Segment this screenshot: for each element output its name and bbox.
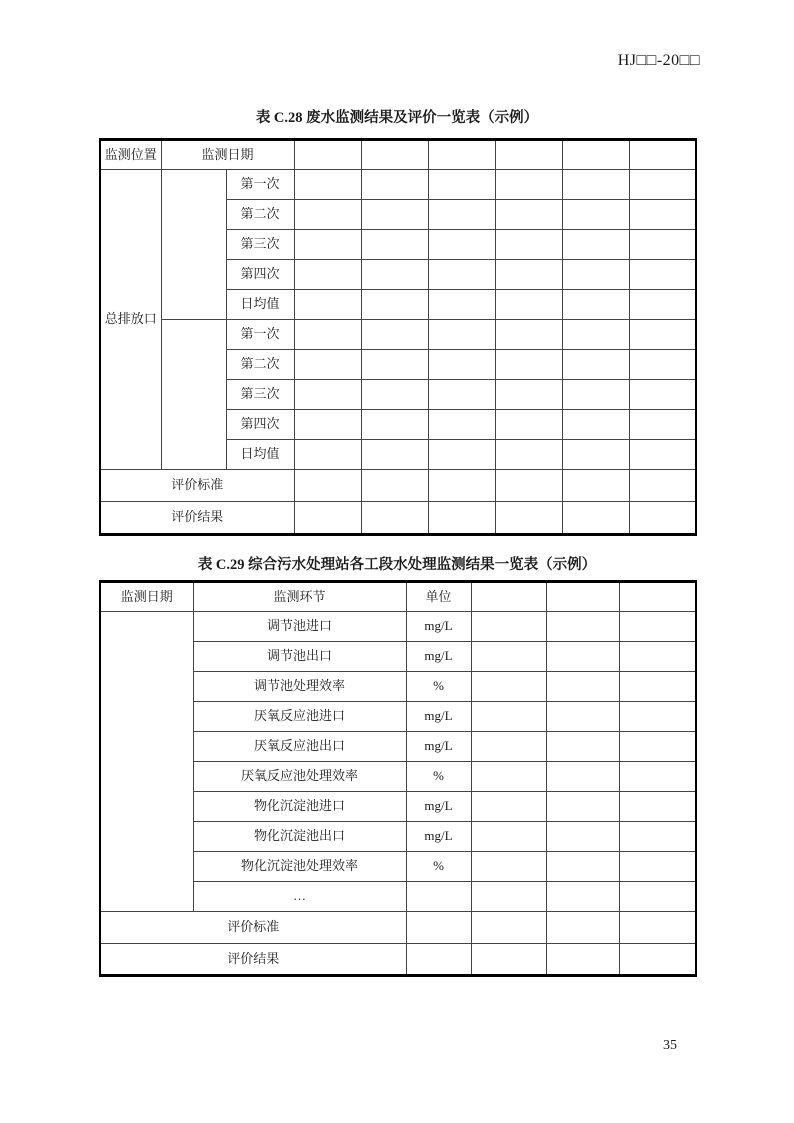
table-c29-title: 表 C.29 综合污水处理站各工段水处理监测结果一览表（示例） xyxy=(197,557,597,573)
empty-cell xyxy=(294,380,361,410)
round-cell: 第三次 xyxy=(226,380,294,410)
empty-cell xyxy=(361,140,428,170)
empty-cell xyxy=(619,792,696,822)
stage-cell: 物化沉淀池处理效率 xyxy=(193,852,406,882)
empty-cell xyxy=(546,732,619,762)
unit-cell xyxy=(406,882,471,912)
empty-cell xyxy=(471,762,546,792)
empty-cell xyxy=(471,792,546,822)
empty-cell xyxy=(619,912,696,944)
stage-cell: 物化沉淀池出口 xyxy=(193,822,406,852)
empty-cell xyxy=(629,410,696,440)
unit-cell: mg/L xyxy=(406,792,471,822)
unit-cell: mg/L xyxy=(406,642,471,672)
empty-cell xyxy=(546,612,619,642)
empty-cell xyxy=(629,200,696,230)
empty-cell xyxy=(619,582,696,612)
empty-cell xyxy=(361,410,428,440)
empty-cell xyxy=(562,170,629,200)
date-header: 监测日期 xyxy=(100,582,193,612)
empty-cell xyxy=(471,822,546,852)
empty-cell xyxy=(562,350,629,380)
empty-cell xyxy=(471,642,546,672)
empty-cell xyxy=(629,320,696,350)
empty-cell xyxy=(471,732,546,762)
empty-cell xyxy=(546,762,619,792)
empty-cell xyxy=(361,320,428,350)
empty-cell xyxy=(294,230,361,260)
empty-cell xyxy=(629,350,696,380)
round-cell: 第四次 xyxy=(226,410,294,440)
stage-cell: 厌氧反应池处理效率 xyxy=(193,762,406,792)
table-row xyxy=(100,944,696,976)
empty-cell xyxy=(495,200,562,230)
stage-cell: 调节池进口 xyxy=(193,612,406,642)
empty-cell xyxy=(471,882,546,912)
eval-result-cell: 评价结果 xyxy=(100,944,406,976)
empty-cell xyxy=(495,230,562,260)
empty-cell xyxy=(546,642,619,672)
empty-cell xyxy=(294,440,361,470)
empty-cell xyxy=(294,140,361,170)
empty-cell xyxy=(619,852,696,882)
group-cell xyxy=(161,170,226,320)
empty-cell xyxy=(294,290,361,320)
stage-cell-ellipsis: … xyxy=(193,882,406,912)
unit-header: 单位 xyxy=(406,582,471,612)
empty-cell xyxy=(428,470,495,502)
empty-cell xyxy=(428,170,495,200)
empty-cell xyxy=(619,944,696,976)
empty-cell xyxy=(619,732,696,762)
empty-cell xyxy=(562,200,629,230)
empty-cell xyxy=(471,912,546,944)
empty-cell xyxy=(294,502,361,535)
table-c28-title: 表 C.28 废水监测结果及评价一览表（示例） xyxy=(255,110,539,126)
empty-cell xyxy=(546,882,619,912)
empty-cell xyxy=(361,230,428,260)
empty-cell xyxy=(495,410,562,440)
empty-cell xyxy=(562,140,629,170)
empty-cell xyxy=(406,944,471,976)
table-row xyxy=(100,470,696,502)
empty-cell xyxy=(428,350,495,380)
eval-standard-cell: 评价标准 xyxy=(100,912,406,944)
empty-cell xyxy=(428,230,495,260)
round-cell: 日均值 xyxy=(226,290,294,320)
empty-cell xyxy=(361,380,428,410)
empty-cell xyxy=(361,260,428,290)
empty-cell xyxy=(562,320,629,350)
unit-cell: % xyxy=(406,762,471,792)
stage-cell: 厌氧反应池进口 xyxy=(193,702,406,732)
stage-cell: 物化沉淀池进口 xyxy=(193,792,406,822)
round-cell: 日均值 xyxy=(226,440,294,470)
empty-cell xyxy=(495,320,562,350)
empty-cell xyxy=(294,350,361,380)
eval-standard-cell: 评价标准 xyxy=(100,470,294,502)
table-c28-wastewater-monitoring xyxy=(99,138,697,536)
empty-cell xyxy=(562,440,629,470)
empty-cell xyxy=(361,502,428,535)
empty-cell xyxy=(619,702,696,732)
empty-cell xyxy=(629,440,696,470)
empty-cell xyxy=(294,200,361,230)
round-cell: 第一次 xyxy=(226,170,294,200)
empty-cell xyxy=(495,502,562,535)
monitoring-position-header: 监测位置 xyxy=(100,140,161,170)
empty-cell xyxy=(619,762,696,792)
empty-cell xyxy=(495,140,562,170)
empty-cell xyxy=(495,440,562,470)
empty-cell xyxy=(495,290,562,320)
empty-cell xyxy=(495,470,562,502)
round-cell: 第一次 xyxy=(226,320,294,350)
empty-cell xyxy=(546,702,619,732)
empty-cell xyxy=(428,260,495,290)
empty-cell xyxy=(361,440,428,470)
empty-cell xyxy=(495,380,562,410)
page-number: 35 xyxy=(663,1038,677,1053)
empty-cell xyxy=(361,350,428,380)
unit-cell: mg/L xyxy=(406,822,471,852)
empty-cell xyxy=(629,290,696,320)
empty-cell xyxy=(562,230,629,260)
empty-cell xyxy=(361,200,428,230)
empty-cell xyxy=(562,290,629,320)
empty-cell xyxy=(562,502,629,535)
empty-cell xyxy=(619,642,696,672)
empty-cell xyxy=(562,380,629,410)
empty-cell xyxy=(629,470,696,502)
round-cell: 第四次 xyxy=(226,260,294,290)
unit-cell: mg/L xyxy=(406,612,471,642)
round-cell: 第二次 xyxy=(226,350,294,380)
empty-cell xyxy=(562,470,629,502)
date-group-cell xyxy=(100,612,193,912)
empty-cell xyxy=(619,672,696,702)
empty-cell xyxy=(546,792,619,822)
unit-cell: mg/L xyxy=(406,702,471,732)
empty-cell xyxy=(546,822,619,852)
empty-cell xyxy=(428,200,495,230)
empty-cell xyxy=(294,470,361,502)
empty-cell xyxy=(629,170,696,200)
empty-cell xyxy=(294,170,361,200)
table-row xyxy=(100,612,696,642)
empty-cell xyxy=(546,582,619,612)
table-row xyxy=(100,170,696,200)
table-row xyxy=(100,320,696,350)
empty-cell xyxy=(619,882,696,912)
empty-cell xyxy=(629,380,696,410)
empty-cell xyxy=(428,380,495,410)
empty-cell xyxy=(629,260,696,290)
empty-cell xyxy=(562,410,629,440)
empty-cell xyxy=(619,822,696,852)
empty-cell xyxy=(495,260,562,290)
empty-cell xyxy=(546,912,619,944)
empty-cell xyxy=(361,290,428,320)
empty-cell xyxy=(495,350,562,380)
empty-cell xyxy=(546,672,619,702)
stage-cell: 调节池处理效率 xyxy=(193,672,406,702)
empty-cell xyxy=(406,912,471,944)
empty-cell xyxy=(546,944,619,976)
empty-cell xyxy=(294,320,361,350)
table-row xyxy=(100,140,696,170)
empty-cell xyxy=(428,502,495,535)
round-cell: 第二次 xyxy=(226,200,294,230)
round-cell: 第三次 xyxy=(226,230,294,260)
standard-number-header: HJ□□-20□□ xyxy=(617,52,700,69)
empty-cell xyxy=(361,470,428,502)
empty-cell xyxy=(471,612,546,642)
unit-cell: % xyxy=(406,852,471,882)
empty-cell xyxy=(428,320,495,350)
empty-cell xyxy=(629,230,696,260)
stage-header: 监测环节 xyxy=(193,582,406,612)
stage-cell: 厌氧反应池出口 xyxy=(193,732,406,762)
empty-cell xyxy=(471,672,546,702)
empty-cell xyxy=(629,502,696,535)
empty-cell xyxy=(361,170,428,200)
empty-cell xyxy=(294,260,361,290)
stage-cell: 调节池出口 xyxy=(193,642,406,672)
empty-cell xyxy=(294,410,361,440)
table-row xyxy=(100,582,696,612)
group-cell xyxy=(161,320,226,470)
empty-cell xyxy=(471,852,546,882)
monitoring-date-header: 监测日期 xyxy=(161,140,294,170)
table-row xyxy=(100,502,696,535)
location-cell: 总排放口 xyxy=(100,170,161,470)
empty-cell xyxy=(546,852,619,882)
empty-cell xyxy=(471,582,546,612)
table-row xyxy=(100,912,696,944)
empty-cell xyxy=(471,944,546,976)
empty-cell xyxy=(428,290,495,320)
unit-cell: mg/L xyxy=(406,732,471,762)
empty-cell xyxy=(471,702,546,732)
empty-cell xyxy=(495,170,562,200)
empty-cell xyxy=(428,440,495,470)
empty-cell xyxy=(619,612,696,642)
empty-cell xyxy=(629,140,696,170)
unit-cell: % xyxy=(406,672,471,702)
empty-cell xyxy=(428,410,495,440)
empty-cell xyxy=(428,140,495,170)
eval-result-cell: 评价结果 xyxy=(100,502,294,535)
empty-cell xyxy=(562,260,629,290)
table-c29-treatment-stage-monitoring xyxy=(99,580,697,977)
